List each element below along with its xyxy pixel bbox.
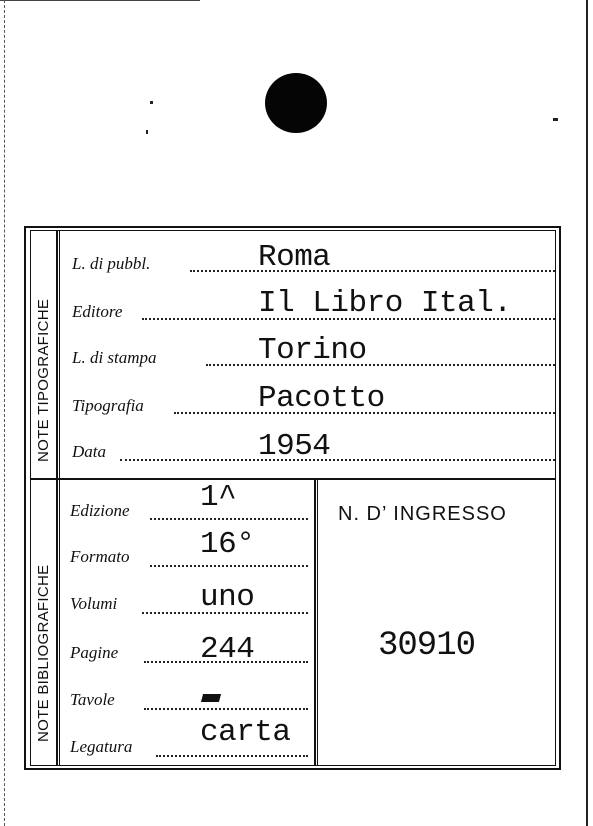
- speck: [150, 101, 153, 104]
- label-editore: Editore: [72, 302, 123, 321]
- value-tipografia: Pacotto: [258, 381, 385, 416]
- ingresso-number: 30910: [378, 627, 476, 665]
- value-volumi: uno: [200, 580, 255, 615]
- card-left-edge: [4, 0, 5, 826]
- section-label-typography: NOTE TIPOGRAFICHE: [35, 298, 52, 462]
- label-column-divider-inner: [59, 230, 60, 766]
- label-column-divider: [56, 230, 58, 766]
- dotted-line: [144, 708, 308, 710]
- value-edizione: 1^: [200, 480, 237, 515]
- dotted-line: [120, 459, 555, 461]
- label-pagine: Pagine: [70, 643, 119, 662]
- section-divider: [30, 478, 556, 480]
- value-editore: Il Libro Ital.: [258, 286, 512, 321]
- value-luogo-stampa: Torino: [258, 333, 367, 368]
- label-luogo-pubblicazione: L. di pubbl.: [72, 254, 151, 273]
- label-tavole: Tavole: [70, 690, 115, 709]
- label-formato: Formato: [70, 547, 130, 566]
- dotted-line: [190, 270, 555, 272]
- dotted-line: [150, 565, 308, 567]
- value-data: 1954: [258, 429, 331, 464]
- value-luogo-pubblicazione: Roma: [258, 240, 331, 275]
- ingresso-heading: N. D’ INGRESSO: [338, 503, 507, 525]
- speck: [146, 130, 148, 134]
- dotted-line: [156, 755, 308, 757]
- ingresso-column-divider-inner: [317, 480, 318, 766]
- value-legatura: carta: [200, 715, 291, 750]
- speck: [553, 118, 558, 121]
- label-luogo-stampa: L. di stampa: [72, 348, 157, 367]
- label-data: Data: [72, 442, 106, 461]
- tavole-dash-mark: [201, 694, 221, 702]
- section-label-bibliography: NOTE BIBLIOGRAFICHE: [35, 564, 52, 742]
- value-pagine: 244: [200, 632, 255, 667]
- dotted-line: [150, 518, 308, 520]
- label-tipografia: Tipografia: [72, 396, 144, 415]
- label-legatura: Legatura: [70, 737, 133, 756]
- label-volumi: Volumi: [70, 594, 118, 613]
- card-right-edge: [586, 0, 588, 826]
- card-top-edge: [0, 0, 200, 1]
- label-edizione: Edizione: [70, 501, 130, 520]
- ingresso-column-divider: [314, 480, 316, 766]
- value-formato: 16°: [200, 527, 255, 562]
- punch-hole: [265, 73, 327, 133]
